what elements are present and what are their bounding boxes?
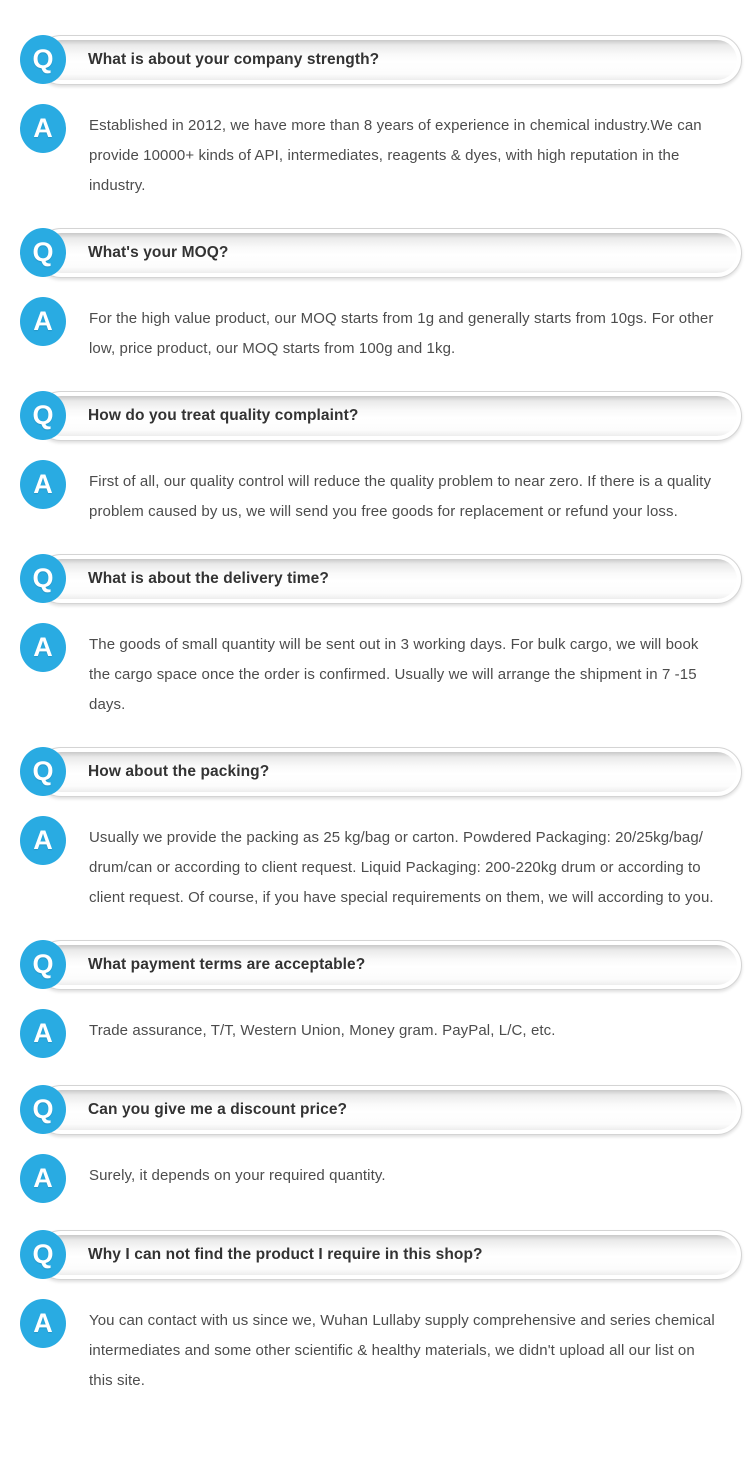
answer-badge: [20, 104, 66, 153]
answer-badge: [20, 623, 66, 672]
question-bar: [36, 1230, 742, 1280]
answer-badge-letter: A: [33, 469, 53, 499]
answer-badge: [20, 1299, 66, 1348]
question-text: How do you treat quality complaint?: [88, 407, 359, 424]
answer-badge-letter: A: [33, 632, 53, 662]
answer-badge: [20, 297, 66, 346]
answer-row: [20, 104, 742, 201]
question-bar: [36, 554, 742, 604]
question-text: What is about the delivery time?: [88, 570, 329, 587]
question-bar: [36, 940, 742, 990]
answer-badge-letter: A: [33, 306, 53, 336]
faq-item: [20, 747, 742, 913]
answer-text: The goods of small quantity will be sent out in 3 working days. For bulk cargo, we will book the cargo space once the order is confirmed. Usually we will arrange the shipment in 7 -15 days.: [89, 636, 699, 713]
answer-row: [20, 460, 742, 527]
question-row: [20, 1085, 742, 1137]
question-badge-letter: Q: [32, 756, 54, 786]
faq-item: [20, 228, 742, 364]
faq-item: [20, 391, 742, 527]
question-badge-letter: Q: [32, 1094, 54, 1124]
faq-item: [20, 940, 742, 1058]
question-bar-inner: [41, 233, 737, 273]
answer-text: Trade assurance, T/T, Western Union, Money gram. PayPal, L/C, etc.: [89, 1022, 556, 1039]
answer-badge-letter: A: [33, 1308, 53, 1338]
question-badge: [20, 228, 66, 277]
question-badge-letter: Q: [32, 44, 54, 74]
answer-text: First of all, our quality control will reduce the quality problem to near zero. If there is a quality problem caused by us, we will send you free goods for replacement or refund your loss.: [89, 473, 712, 520]
question-badge: [20, 1230, 66, 1279]
question-text: What is about your company strength?: [88, 51, 380, 68]
question-badge-letter: Q: [32, 563, 54, 593]
question-badge: [20, 1085, 66, 1134]
question-bar-inner: [41, 1235, 737, 1275]
question-row: [20, 35, 742, 87]
answer-row: [20, 1009, 742, 1058]
faq-item: [20, 1085, 742, 1203]
question-badge: [20, 391, 66, 440]
answer-row: [20, 1154, 742, 1203]
answer-row: [20, 623, 742, 720]
question-badge: [20, 554, 66, 603]
question-row: [20, 228, 742, 280]
question-row: [20, 554, 742, 606]
answer-text: Surely, it depends on your required quantity.: [89, 1167, 386, 1184]
answer-row: [20, 297, 742, 364]
question-bar: [36, 35, 742, 85]
answer-row: [20, 1299, 742, 1396]
question-text: What payment terms are acceptable?: [88, 956, 366, 973]
question-text: How about the packing?: [88, 763, 270, 780]
answer-badge-letter: A: [33, 1018, 53, 1048]
question-badge-letter: Q: [32, 400, 54, 430]
answer-badge: [20, 460, 66, 509]
faq-item: [20, 554, 742, 720]
question-badge: [20, 747, 66, 796]
answer-row: [20, 816, 742, 913]
question-row: [20, 391, 742, 443]
answer-text: For the high value product, our MOQ starts from 1g and generally starts from 10gs. For other low, price product, our MOQ starts from 100g and 1kg.: [89, 310, 714, 357]
question-text: What's your MOQ?: [88, 244, 229, 261]
question-badge: [20, 35, 66, 84]
question-bar-inner: [41, 1090, 737, 1130]
answer-text: Usually we provide the packing as 25 kg/bag or carton. Powdered Packaging: 20/25kg/bag/ drum/can or according to client request. Liquid Packaging: 200-220kg drum or according to client request. Of course, if you have special requirements on them, we will according to you.: [89, 829, 714, 906]
question-text: Why I can not find the product I require in this shop?: [88, 1246, 483, 1263]
question-badge-letter: Q: [32, 237, 54, 267]
question-bar-inner: [41, 559, 737, 599]
question-bar-inner: [41, 396, 737, 436]
question-bar: [36, 391, 742, 441]
answer-badge-letter: A: [33, 1163, 53, 1193]
question-badge-letter: Q: [32, 1239, 54, 1269]
answer-badge-letter: A: [33, 113, 53, 143]
question-text: Can you give me a discount price?: [88, 1101, 348, 1118]
question-bar-inner: [41, 40, 737, 80]
question-badge: [20, 940, 66, 989]
question-row: [20, 747, 742, 799]
faq-item: [20, 35, 742, 201]
answer-text: You can contact with us since we, Wuhan Lullaby supply comprehensive and series chemical intermediates and some other scientific & healthy materials, we didn't upload all our list on this site.: [89, 1312, 715, 1389]
question-badge-letter: Q: [32, 949, 54, 979]
question-row: [20, 1230, 742, 1282]
question-bar: [36, 747, 742, 797]
question-row: [20, 940, 742, 992]
answer-badge: [20, 1154, 66, 1203]
answer-badge-letter: A: [33, 825, 53, 855]
question-bar-inner: [41, 945, 737, 985]
answer-text: Established in 2012, we have more than 8 years of experience in chemical industry.We can provide 10000+ kinds of API, intermediates, reagents & dyes, with high reputation in the industry.: [89, 117, 702, 194]
faq-item: [20, 1230, 742, 1396]
question-bar: [36, 1085, 742, 1135]
answer-badge: [20, 1009, 66, 1058]
answer-badge: [20, 816, 66, 865]
question-bar: [36, 228, 742, 278]
question-bar-inner: [41, 752, 737, 792]
